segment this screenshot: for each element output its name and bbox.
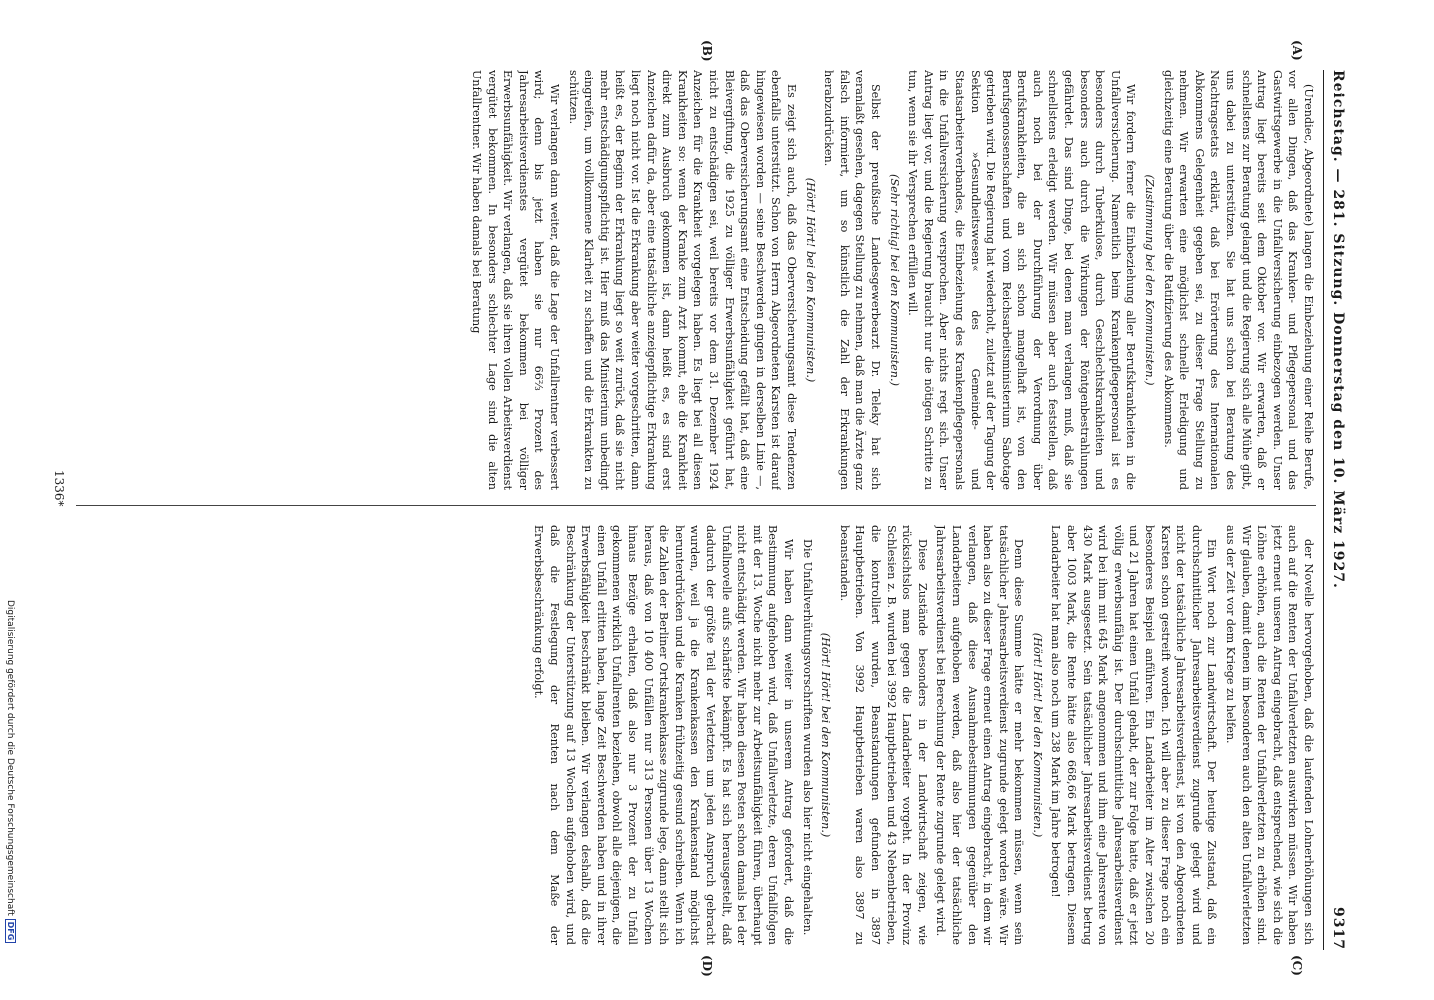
paragraph: Ein Wort noch zur Landwirtschaft. Der heutige Zustand, daß ein durchschnittlicher Jahresarbeitsverdienst zugrunde gelegt wird und nicht der tatsächliche Jahresarbeitsverdienst, ist von den Abgeordneten Karsten schon gestreift worden. Ich will aber zu dieser Frage noch ein besonderes Beispiel anführen. Ein Landarbeiter im Alter zwischen 20 und 21 Jahren hat einen Unfall gehabt, der zur Folge hatte, daß er jetzt völlig erwerbsunfähig ist. Der durchschnittliche Jahresarbeitsverdienst wird bei ihm mit 645 Mark angenommen und ihm eine Jahresrente von 430 Mark ausgesetzt. Sein tatsächlicher Jahresarbeitsverdienst betrug aber 1003 Mark, die Rente hätte also 668,66 Mark betragen. Diesem Landarbeiter hat man also noch um 238 Mark im Jahre betrogen! bbox=[1049, 525, 1219, 945]
paragraph: (Urendiec, Abgeordnete) langen die Einbeziehung einer Reihe Berufe, vor allen Dingen, daß das Kranken- und Pflegepersonal und das Gastwirtsgewerbe in die Unfallversicherung einbezogen werden. Unser Antrag liegt bereits seit dem Oktober vor. Wir erwarten, daß er schnellstens zur Beratung gelangt und die Regierung sich alle Mühe gibt, uns dabei zu unterstützen. Sie hat uns schon bei Beratung des Nachtragsetats erklärt, daß bei Erörterung des Internationalen Abkommens Gelegenheit gegeben sei, zu dieser Frage Stellung zu nehmen. Wir erwarten eine möglichst schnelle Erledigung und gleichzeitig eine Beratung über die Ratifizierung des Abkommens. bbox=[1161, 70, 1315, 490]
margin-marker-c: (C) bbox=[1290, 955, 1304, 976]
page-header bbox=[1324, 70, 1346, 950]
margin-marker-d: (D) bbox=[700, 955, 714, 977]
margin-marker-b: (B) bbox=[700, 40, 714, 62]
dfg-logo: DFG bbox=[5, 919, 16, 944]
interjection: (Sehr richtig! bei den Kommunisten.) bbox=[887, 174, 901, 386]
paragraph: Wir fordern ferner die Einbeziehung aller Berufskrankheiten in die Unfallversicherung. Namentlich beim Krankenpflegepersonal ist es besonders durch Tuberkulose, durch Geschlechtskrankheiten und besonders auch durch die Wirkungen der Röntgenbestrahlungen gefährdet. Das sind Dinge, bei denen man verlangen muß, daß sie schnellstens erledigt werden. Wir müssen aber auch feststellen, daß auch noch bei der Durchführung der Verordnung über Berufskrankheiten, die an sich schon mangelhaft ist, von den Berufsgenossenschaften und vom Reichsarbeitsministerium Sabotage getrieben wird. Die Regierung hat wiederholt, zuletzt auf der Tagung der Sektion »Gesundheitswesen« des Gemeinde- und Staatsarbeiterverbandes, die Einbeziehung des Krankenpflegepersonals in die Unfallversicherung versprochen. Aber nichts regt sich. Unser Antrag liegt vor, und die Regierung braucht nur die nötigen Schritte zu tun, wenn sie ihr Versprechen erfüllen will. bbox=[906, 70, 1138, 490]
page-footer-number: 1336* bbox=[52, 470, 66, 507]
text-column-right bbox=[56, 525, 1316, 945]
paragraph: der Novelle hervorgehoben, daß die laufenden Lohnerhöhungen sich auch auf die Renten der Unfallverletzten auswirken müssen. Wir haben jetzt erneut unseren Antrag eingebracht, daß entsprechend, wie sich die Löhne erhöhen, auch die Renten der Unfallverletzten zu erhöhen sind. Wir glauben, damit denen im besonderen auch den alten Unfallverletzten aus der Zeit vor dem Kriege zu helfen. bbox=[1224, 525, 1315, 945]
paragraph: Es zeigt sich auch, daß das Oberversicherungsamt diese Tendenzen ebenfalls unterstützt. Schon von Herrn Abgeordneten Karsten ist darauf hingewiesen worden — seine Beschwerden gingen in derselben Linie —, daß das Oberversicherungsamt eine Entscheidung gefällt hat, daß eine Bleivergiftung, die 1925 zu völliger Erwerbsunfähigkeit geführt hat, nicht zu entschädigen sei, weil bereits vor dem 31. Dezember 1924 Anzeichen für die Krankheit vorgelegen haben. Es liegt bei all diesen Krankheiten so: wenn der Kranke zum Arzt kommt, ehe die Krankheit direkt zum Ausbruch gekommen ist, dann heißt es, es sind erst Anzeichen dafür da, aber eine tatsächliche anzeigepflichtige Erkrankung liegt noch nicht vor. Ist die Erkrankung aber weiter vorgeschritten, dann heißt es, der Beginn der Erkrankung liegt so weit zurück, daß sie nicht mehr entschädigungspflichtig ist. Hier muß das Ministerium unbedingt eingreifen, um vollkommene Klarheit zu schaffen und die Erkrankten zu schützen. bbox=[566, 70, 798, 490]
interjection: (Hört! Hört! bei den Kommunisten.) bbox=[819, 632, 833, 838]
header-page-number: 9317 bbox=[1330, 907, 1346, 950]
paragraph: Selbst der preußische Landesgewerbearzt Dr. Teleky hat sich veranlaßt gesehen, dagegen Stellung zu nehmen, daß man die Ärzte ganz falsch informiert, um so künstlich die Zahl der Erkrankungen herabzudrücken. bbox=[822, 70, 882, 490]
paragraph: Die Unfallverhütungsvorschriften wurden also hier nicht eingehalten. bbox=[800, 539, 814, 936]
margin-marker-a: (A) bbox=[1290, 40, 1304, 61]
header-title: Reichstag. — 281. Sitzung. Donnerstag den 10. März 1927. bbox=[1330, 70, 1346, 589]
text-column-left bbox=[56, 70, 1316, 490]
paragraph: Denn diese Summe hätte er mehr bekommen müssen, wenn sein tatsächlicher Jahresarbeitsverdienst zugrunde gelegt worden wäre. Wir haben also zu dieser Frage erneut einen Antrag eingebracht, in dem wir verlangen, daß diese Ausnahmebestimmungen gegenüber den Landarbeitern aufgehoben werden, daß also hier der tatsächliche Jahresarbeitsverdienst bei Berechnung der Rente zugrunde gelegt wird. bbox=[934, 525, 1026, 945]
header-rule bbox=[1323, 70, 1324, 950]
paragraph: Wir haben dann weiter in unserem Antrag gefordert, daß die Bestimmung aufgehoben wird, daß Unfallverletzte, deren Unfallfolgen mit der 13. Woche nicht mehr zur Arbeitsunfähigkeit führen, überhaupt nicht entschädigt werden. Wir haben diesen Posten schon damals bei der Unfallnovelle aufs schärfste bekämpft. Es hat sich herausgestellt, daß dadurch der größte Teil der Verletzten um jeden Anspruch gebracht wurden, weil ja die Krankenkassen den Krankenstand möglichst herunterdrücken und die Kranken frühzeitig gesund schreiben. Wenn ich die Zahlen der Berliner Ortskrankenkasse zugrunde lege, dann stellt sich heraus, daß von 10 400 Unfällen nur 313 Personen über 13 Wochen hinaus Bezüge erhalten, daß also nur 3 Prozent der zu Unfall gekommenen wirklich Unfallrenten beziehen, obwohl alle diejenigen, die einen Unfall erlitten haben, lange Zeit Beschwerden haben und in ihrer Erwerbsfähigkeit beschränkt bleiben. Wir verlangen deshalb, daß die Beschränkung der Unterstützung auf 13 Wochen aufgehoben wird, und daß die Festlegung der Renten nach dem Maße der Erwerbsbeschränkung erfolgt. bbox=[532, 525, 795, 945]
column-divider bbox=[76, 505, 1316, 506]
interjection: (Hört! Hört! bei den Kommunisten.) bbox=[1030, 632, 1044, 838]
digitization-credit: Digitalisierung gefördert durch die Deutsche Forschungsgemeinschaft bbox=[5, 600, 15, 916]
interjection: (Hört! Hört! bei den Kommunisten.) bbox=[803, 177, 817, 383]
paragraph: Wir verlangen dann weiter, daß die Lage der Unfallrentner verbessert wird; denn bis jetzt haben sie nur 66⅔ Prozent des Jahresarbeitsverdienstes vergütet bekommen bei völliger Erwerbsunfähigkeit. Wir verlangen, daß sie ihren vollen Arbeitsverdienst vergütet bekommen. In besonders schlechter Lage sind die alten Unfallrentner. Wir haben damals bei Beratung bbox=[470, 70, 562, 490]
side-strip bbox=[2, 0, 18, 1000]
paragraph: Diese Zustände besonders in der Landwirtschaft zeigen, wie rücksichtslos man gegen die Landarbeiter vorgeht. In der Provinz Schlesien z. B. wurden bei 3992 Hauptbetrieben und 43 Nebenbetrieben, die kontrolliert wurden, Beanstandungen gefunden in 3897 Hauptbetrieben. Von 3992 Hauptbetrieben waren also 3897 zu beanstanden. bbox=[837, 525, 929, 945]
interjection: (Zustimmung bei den Kommunisten.) bbox=[1143, 174, 1157, 386]
